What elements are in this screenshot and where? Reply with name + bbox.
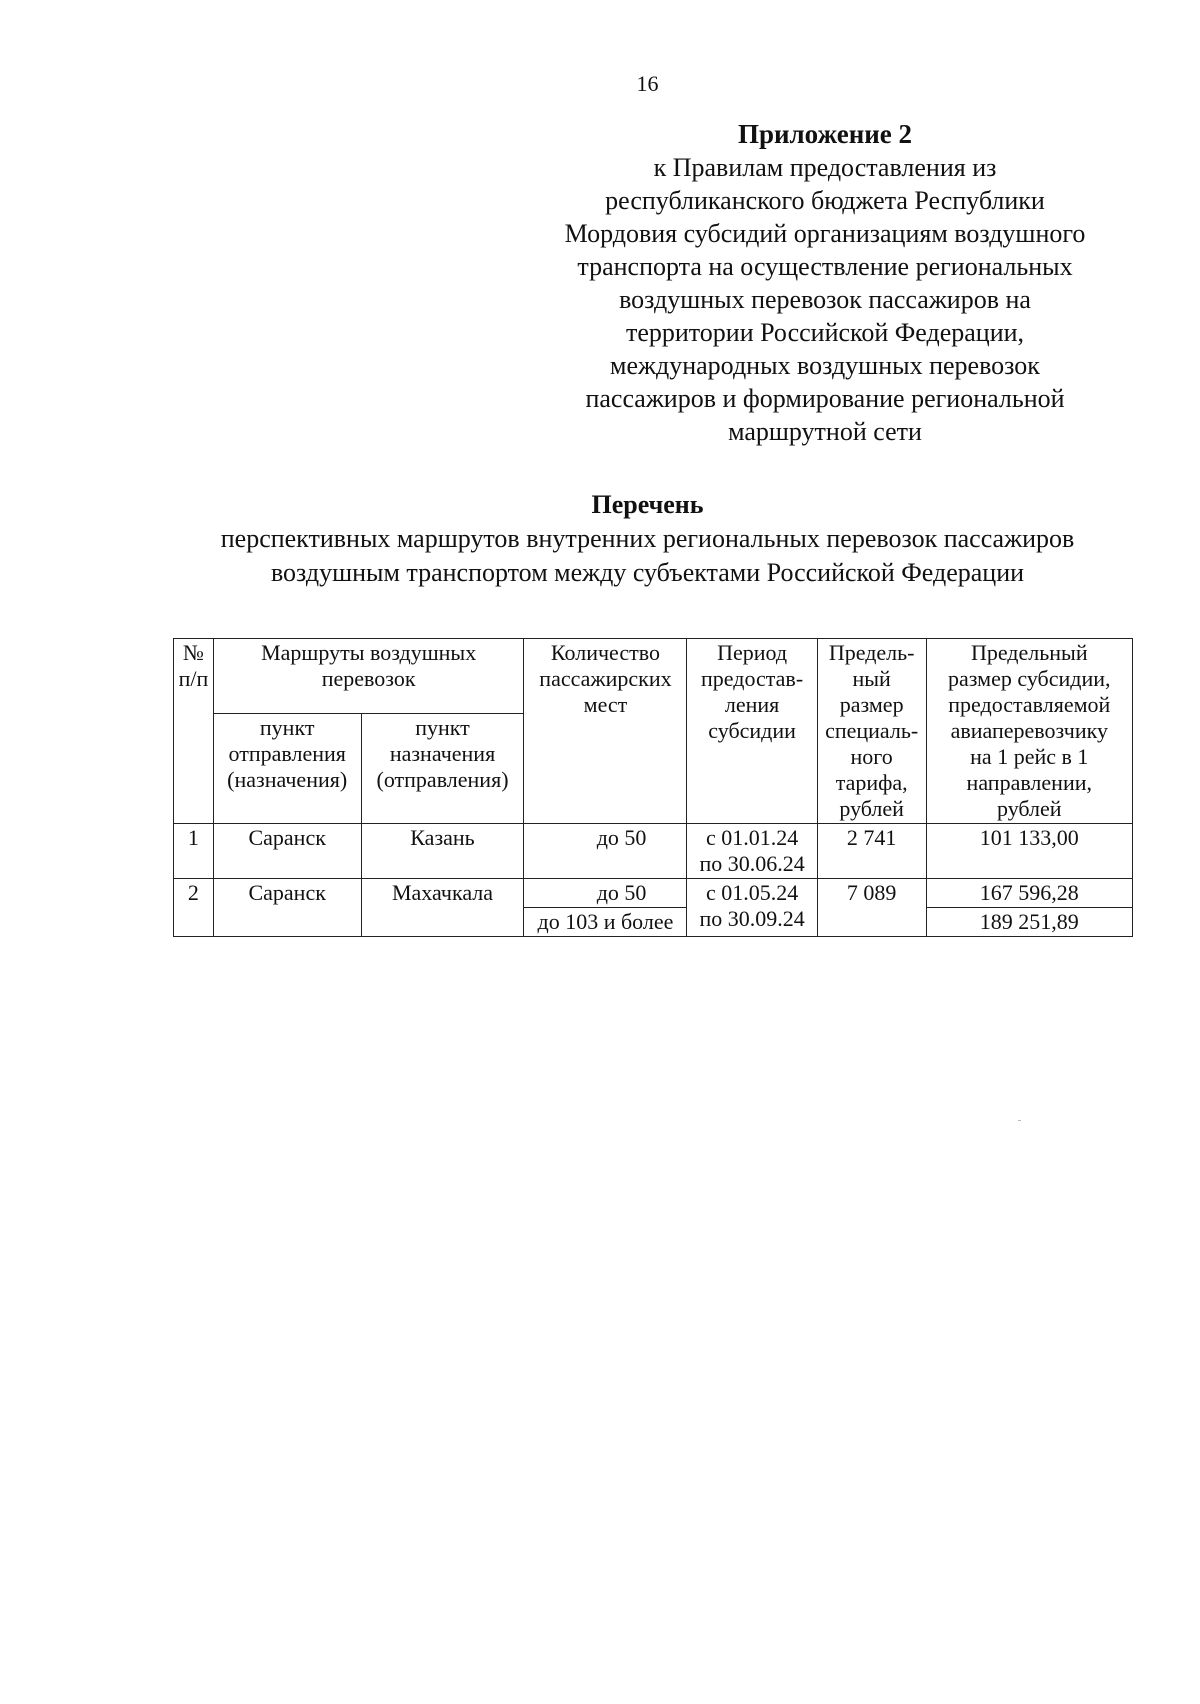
- appendix-title: Приложение 2: [737, 119, 913, 149]
- header-period: Период предостав- ления субсидии: [687, 639, 817, 824]
- header-routes: Маршруты воздушных перевозок: [213, 639, 524, 714]
- row-departure: Саранск: [213, 824, 361, 879]
- scan-speck: [1018, 1120, 1021, 1121]
- row-subsidy: 189 251,89: [926, 908, 1132, 937]
- row-seats: до 103 и более: [524, 908, 687, 937]
- page-number: 16: [636, 71, 659, 96]
- row-arrival: Махачкала: [361, 879, 524, 937]
- row-subsidy: 167 596,28: [926, 879, 1132, 908]
- appendix-line: республиканского бюджета Республики: [605, 186, 1045, 215]
- header-seats: Количество пассажирских мест: [524, 639, 687, 824]
- row-departure: Саранск: [213, 879, 361, 937]
- row-period: с 01.05.24 по 30.09.24: [687, 879, 817, 937]
- header-tariff: Предель- ный размер специаль- ного тарифа, рублей: [817, 639, 926, 824]
- appendix-block: [530, 118, 1120, 448]
- row-period: с 01.01.24 по 30.06.24: [687, 824, 817, 879]
- appendix-line: маршрутной сети: [728, 417, 922, 446]
- row-num: 2: [174, 879, 214, 937]
- list-subtitle-line: воздушным транспортом между субъектами Российской Федерации: [270, 558, 1025, 587]
- list-subtitle-line: перспективных маршрутов внутренних региональных перевозок пассажиров: [220, 524, 1075, 553]
- appendix-line: транспорта на осуществление региональных: [577, 252, 1073, 281]
- row-seats: до 50: [524, 824, 687, 879]
- row-tariff: 2 741: [817, 824, 926, 879]
- header-arrival: пункт назначения (отправления): [361, 714, 524, 824]
- table-row: [174, 824, 1133, 879]
- row-subsidy: 101 133,00: [926, 824, 1132, 879]
- header-subsidy: Предельный размер субсидии, предоставляемой авиаперевозчику на 1 рейс в 1 направлении, рублей: [926, 639, 1132, 824]
- list-title: Перечень: [591, 490, 704, 519]
- row-arrival: Казань: [361, 824, 524, 879]
- row-tariff: 7 089: [817, 879, 926, 937]
- appendix-line: территории Российской Федерации,: [625, 318, 1025, 347]
- appendix-line: международных воздушных перевозок: [610, 351, 1040, 380]
- appendix-line: к Правилам предоставления из: [653, 153, 997, 182]
- table-row: [174, 879, 1133, 908]
- appendix-line: пассажиров и формирование региональной: [585, 384, 1065, 413]
- header-departure: пункт отправления (назначения): [213, 714, 361, 824]
- header-num: № п/п: [174, 639, 214, 824]
- row-num: 1: [174, 824, 214, 879]
- row-seats: до 50: [524, 879, 687, 908]
- table-header-row: [174, 639, 1133, 714]
- list-heading: [170, 488, 1125, 590]
- appendix-line: Мордовия субсидий организациям воздушного: [564, 219, 1086, 248]
- appendix-line: воздушных перевозок пассажиров на: [619, 285, 1031, 314]
- routes-table: [173, 638, 1133, 937]
